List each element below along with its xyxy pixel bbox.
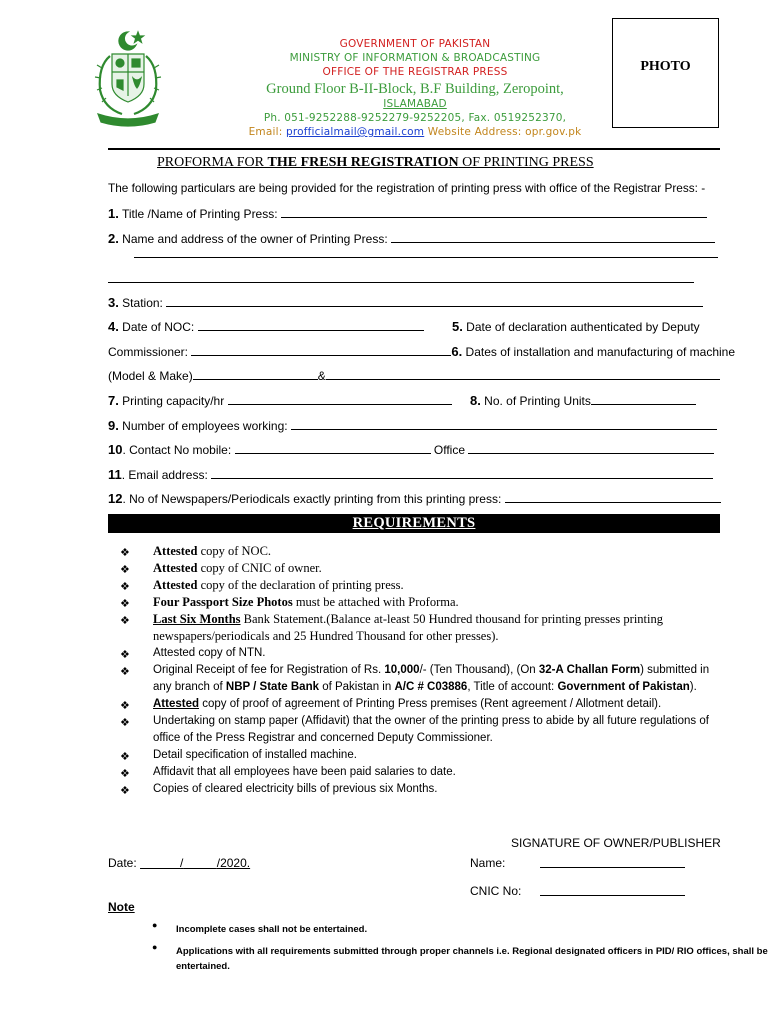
field-declaration-date-cont[interactable]: Commissioner: 6. Dates of installation and manufacturing of machine (108, 344, 736, 359)
field-printing-units[interactable]: 8. No. of Printing Units (470, 393, 722, 409)
header-divider (108, 148, 720, 150)
requirement-salaries: Affidavit that all employees have been paid salaries to date. (153, 766, 456, 778)
field-newspapers[interactable]: 12. No of Newspapers/Periodicals exactly printing from this printing press: (108, 491, 722, 507)
requirement-cnic: Attested copy of CNIC of owner. (153, 561, 322, 575)
requirement-premises: Attested copy of proof of agreement of Printing Press premises (Rent agreement / Allotment detail). (153, 698, 662, 710)
diamond-bullet-icon: ❖ (120, 700, 130, 712)
header-office: OFFICE OF THE REGISTRAR PRESS (322, 66, 508, 78)
note-incomplete-cases: Incomplete cases shall not be entertained. (176, 924, 368, 935)
photo-box (612, 18, 719, 128)
requirement-undertaking-cont: office of the Press Registrar and concerned Deputy Commissioner. (153, 732, 493, 744)
form-intro: The following particulars are being provided for the registration of printing press with office of the Registrar Press: - (108, 181, 706, 195)
header-address: Ground Floor B-II-Block, B.F Building, Zeropoint, (266, 81, 564, 97)
form-title: PROFORMA FOR THE FRESH REGISTRATION OF PRINTING PRESS (157, 155, 594, 170)
note-heading: Note (108, 900, 135, 914)
requirement-machine-spec: Detail specification of installed machine. (153, 749, 357, 761)
requirement-undertaking: Undertaking on stamp paper (Affidavit) that the owner of the printing press to abide by all future regulations of (153, 715, 709, 727)
signature-heading: SIGNATURE OF OWNER/PUBLISHER (511, 836, 721, 850)
diamond-bullet-icon: ❖ (120, 564, 130, 576)
requirement-ntn: Attested copy of NTN. (153, 647, 266, 659)
diamond-bullet-icon: ❖ (120, 717, 130, 729)
name-input-line[interactable] (540, 867, 685, 868)
diamond-bullet-icon: ❖ (120, 615, 130, 627)
note-proper-channels: Applications with all requirements submitted through proper channels i.e. Regional designated officers in PID/ RIO offices, shall be (176, 946, 768, 957)
header-phone: Ph. 051-9252288-9252279-9252205, Fax. 0519252370, (263, 112, 567, 124)
requirement-electricity-bills: Copies of cleared electricity bills of previous six Months. (153, 783, 438, 795)
requirement-bank-statement: Last Six Months Bank Statement.(Balance at-least 50 Hundred thousand for printing presses printing (153, 612, 663, 626)
header-contact: Email: profficialmail@gmail.com Website Address: opr.gov.pk (248, 126, 582, 138)
field-press-name[interactable]: 1. Title /Name of Printing Press: (108, 206, 722, 222)
email-link[interactable]: profficialmail@gmail.com (285, 126, 425, 138)
diamond-bullet-icon: ❖ (120, 768, 130, 780)
field-email[interactable]: 11. Email address: (108, 467, 722, 483)
diamond-bullet-icon: ❖ (120, 547, 130, 559)
field-noc-date[interactable]: 4. Date of NOC: (108, 319, 722, 335)
header-city: ISLAMABAD (383, 98, 447, 110)
requirements-header: REQUIREMENTS (108, 514, 720, 533)
state-emblem-icon (90, 24, 166, 130)
note-proper-channels-cont: entertained. (176, 961, 230, 972)
diamond-bullet-icon: ❖ (120, 666, 130, 678)
diamond-bullet-icon: ❖ (120, 598, 130, 610)
field-owner-address-line2[interactable] (134, 257, 718, 258)
requirement-photos: Four Passport Size Photos must be attached with Proforma. (153, 595, 459, 609)
diamond-bullet-icon: ❖ (120, 751, 130, 763)
requirement-noc: Attested copy of NOC. (153, 544, 272, 558)
requirement-fee-receipt-cont: any branch of NBP / State Bank of Pakistan in A/C # C03886, Title of account: Government of Pakistan). (153, 681, 697, 693)
cnic-label: CNIC No: (470, 884, 522, 898)
date-field[interactable]: Date: / /2020. (108, 856, 251, 870)
field-printing-capacity[interactable]: 7. Printing capacity/hr (108, 393, 722, 409)
round-bullet-icon: ● (152, 942, 158, 952)
name-label: Name: (470, 856, 506, 870)
field-declaration-date[interactable]: 5. Date of declaration authenticated by Deputy (452, 319, 700, 334)
field-employees[interactable]: 9. Number of employees working: (108, 418, 722, 434)
field-contact[interactable]: 10. Contact No mobile: Office (108, 442, 722, 458)
field-machine-model[interactable]: (Model & Make) & (108, 369, 722, 385)
website-link[interactable]: opr.gov.pk (525, 126, 582, 138)
header-government: GOVERNMENT OF PAKISTAN (339, 38, 491, 50)
field-station[interactable]: 3. Station: (108, 295, 722, 311)
field-owner-name-address[interactable]: 2. Name and address of the owner of Printing Press: (108, 231, 722, 247)
round-bullet-icon: ● (152, 920, 158, 930)
diamond-bullet-icon: ❖ (120, 649, 130, 661)
requirement-bank-statement-cont: newspapers/periodicals and 25 Hundred Thousand for other presses). (153, 629, 499, 643)
header-ministry: MINISTRY OF INFORMATION & BROADCASTING (289, 52, 541, 64)
field-owner-address-line3[interactable] (108, 282, 694, 283)
diamond-bullet-icon: ❖ (120, 581, 130, 593)
requirement-declaration: Attested copy of the declaration of printing press. (153, 578, 404, 592)
cnic-input-line[interactable] (540, 895, 685, 896)
requirement-fee-receipt: Original Receipt of fee for Registration of Rs. 10,000/- (Ten Thousand), (On 32-A Challan Form) submitted in (153, 664, 710, 676)
photo-label: PHOTO (640, 59, 691, 74)
diamond-bullet-icon: ❖ (120, 785, 130, 797)
